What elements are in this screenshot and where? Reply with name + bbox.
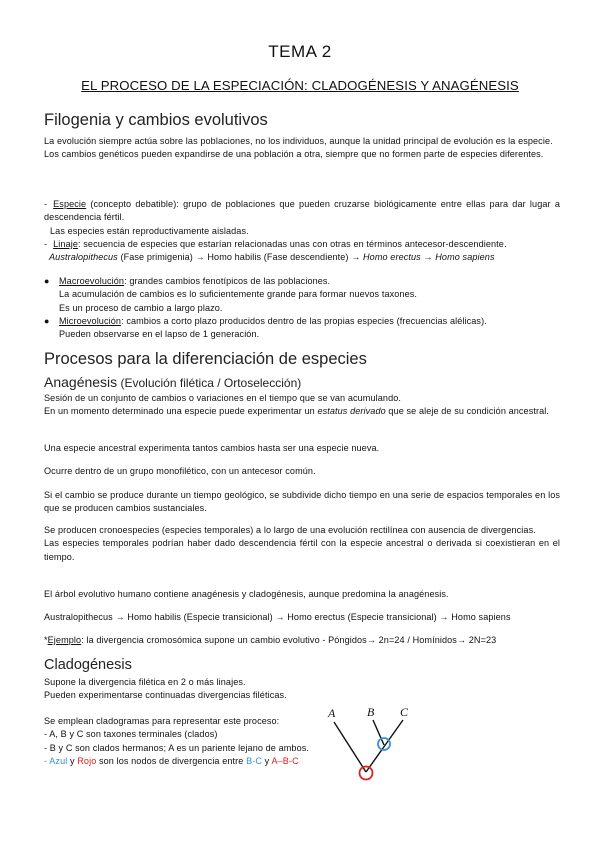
- list-dash: -: [44, 755, 50, 766]
- list-item-text: La acumulación de cambios es lo suficientemente grande para formar nuevos taxones.: [59, 289, 418, 300]
- bullet-icon: ●: [44, 276, 50, 286]
- list-item-text: : grandes cambios fenotípicos de las poblaciones.: [124, 276, 331, 286]
- list-item-text: y: [67, 755, 78, 766]
- paragraph: Australopithecus → Homo habilis (Especie transicional) → Homo erectus (Especie transicional) → Homo sapiens: [44, 612, 511, 622]
- paragraph: Se emplean cladogramas para representar este proceso:: [44, 716, 280, 726]
- definition-linaje: - Linaje: secuencia de especies que estarían relacionadas unas con otras en términos antecesor-descendiente.: [44, 238, 507, 249]
- heading-filogenia: Filogenia y cambios evolutivos: [44, 111, 268, 129]
- list-item-cont: [44, 302, 560, 315]
- list-item-text: son los nodos de divergencia entre: [96, 755, 247, 766]
- heading-procesos: Procesos para la diferenciación de especies: [44, 350, 367, 368]
- example-text: Australopithecus: [49, 252, 118, 263]
- definition-text: Las especies están reproductivamente aisladas.: [50, 225, 249, 236]
- section-cladogenesis-body: [44, 676, 560, 703]
- definition-especie: - Especie (concepto debatible): grupo de poblaciones que pueden cruzarse biológicamente entre ellas para dar lugar a descendencia fértil.: [44, 199, 560, 223]
- heading-text: Anagénesis: [44, 374, 118, 390]
- label-bc: B-C: [246, 755, 263, 766]
- term-especie: Especie: [53, 199, 87, 209]
- section-filogenia-body: [44, 135, 560, 162]
- list-item-cont: [44, 288, 560, 301]
- asterisk: *: [44, 635, 48, 645]
- heading-paren: (Evolución filética / Ortoselección): [117, 376, 302, 390]
- paragraph: Pueden experimentarse continuadas divergencias filéticas.: [44, 690, 287, 701]
- cladogram-branch-a: [334, 722, 366, 772]
- paragraph: Los cambios genéticos pueden expandirse de una población a otra, siempre que no formen parte de especies diferentes.: [44, 149, 544, 160]
- term-linaje: Linaje: [53, 238, 79, 249]
- paragraph: Se producen cronoespecies (especies temporales) a lo largo de una evolución rectilínea con ausencia de divergencias.: [44, 525, 536, 535]
- cladogram-label-a: A: [328, 706, 336, 720]
- list-item-cont: [44, 328, 560, 341]
- list-item-text: : cambios a corto plazo producidos dentro de las propias especies (frecuencias alélicas).: [121, 315, 487, 326]
- example-text: (Fase primigenia) → Homo habilis (Fase descendiente) →: [117, 252, 364, 263]
- term-macroevolucion: Macroevolución: [59, 276, 125, 286]
- paragraph-text: que se aleje de su condición ancestral.: [385, 406, 550, 417]
- paragraph-text: En un momento determinado una especie puede experimentar un: [44, 406, 318, 417]
- emphasis-text: estatus derivado: [317, 406, 386, 417]
- list-item: - B y C son clados hermanos; A es un pariente lejano de ambos.: [44, 742, 310, 753]
- linaje-example: [44, 251, 560, 264]
- list-item: - A, B y C son taxones terminales (clados): [44, 729, 218, 740]
- cladogram-description: [44, 715, 324, 768]
- label-rojo: Rojo: [77, 755, 97, 766]
- list-item-text: Pueden observarse en el lapso de 1 generación.: [59, 329, 260, 340]
- paragraph: Sesión de un conjunto de cambios o variaciones en el tiempo que se van acumulando.: [44, 393, 402, 403]
- paragraph: Las especies temporales podrían haber dado descendencia fértil con la especie ancestral o derivada si coexistieran en el tiempo.: [44, 538, 560, 562]
- label-abc: A–B-C: [271, 755, 299, 766]
- heading-cladogenesis: Cladogénesis: [44, 657, 132, 673]
- term-microevolucion: Microevolución: [59, 315, 122, 326]
- list-item-text: Es un proceso de cambio a largo plazo.: [59, 302, 223, 313]
- example-text: Homo erectus → Homo sapiens: [363, 252, 495, 263]
- paragraph: [44, 405, 560, 418]
- section-anagenesis-body: [44, 392, 560, 419]
- definition-text: (concepto debatible): grupo de poblaciones que pueden cruzarse biológicamente entre ellas para dar lugar a descendencia fértil.: [44, 199, 560, 223]
- paragraph: Si el cambio se produce durante un tiempo geológico, se subdivide dicho tiempo en una serie de espacios temporales en los que se producen cambios sustanciales.: [44, 490, 560, 514]
- paragraph: Ocurre dentro de un grupo monofilético, con un antecesor común.: [44, 466, 316, 476]
- example-note: [44, 634, 560, 647]
- list-item: [44, 755, 324, 768]
- cladogram-diagram: [318, 700, 418, 790]
- paragraph: Una especie ancestral experimenta tantos cambios hasta ser una especie nueva.: [44, 443, 380, 453]
- bullet-icon: ●: [44, 315, 50, 326]
- paragraph-text: : la divergencia cromosómica supone un cambio evolutivo - Póngidos→ 2n=24 / Homínidos→ 2N=23: [81, 635, 497, 645]
- page-subtitle: EL PROCESO DE LA ESPECIACIÓN: CLADOGÉNESIS Y ANAGÉNESIS: [81, 78, 519, 93]
- paragraph: El árbol evolutivo humano contiene anagénesis y cladogénesis, aunque predomina la anagénesis.: [44, 589, 449, 599]
- list-item-text: y: [262, 755, 272, 766]
- paragraph: La evolución siempre actúa sobre las poblaciones, no los individuos, aunque la unidad principal de evolución es la especie.: [44, 136, 553, 146]
- definitions-list: [44, 198, 560, 264]
- paragraph: Supone la divergencia filética en 2 o más linajes.: [44, 677, 246, 687]
- list-item: [44, 315, 560, 328]
- definition-text: : secuencia de especies que estarían relacionadas unas con otras en términos antecesor-descendiente.: [78, 238, 507, 249]
- red-node-icon: [360, 767, 373, 780]
- heading-anagenesis: [44, 374, 301, 390]
- term-ejemplo: Ejemplo: [47, 635, 82, 645]
- paragraph-group: [44, 524, 560, 564]
- list-item: [44, 275, 560, 288]
- label-azul: Azul: [49, 755, 68, 766]
- definition-extra: [44, 225, 560, 238]
- cladogram-label-b: B: [367, 705, 375, 719]
- cladogram-label-c: C: [400, 705, 409, 719]
- bullet-list: [44, 275, 560, 341]
- page-title: TEMA 2: [268, 42, 332, 61]
- cladogram-branch-c: [366, 720, 403, 772]
